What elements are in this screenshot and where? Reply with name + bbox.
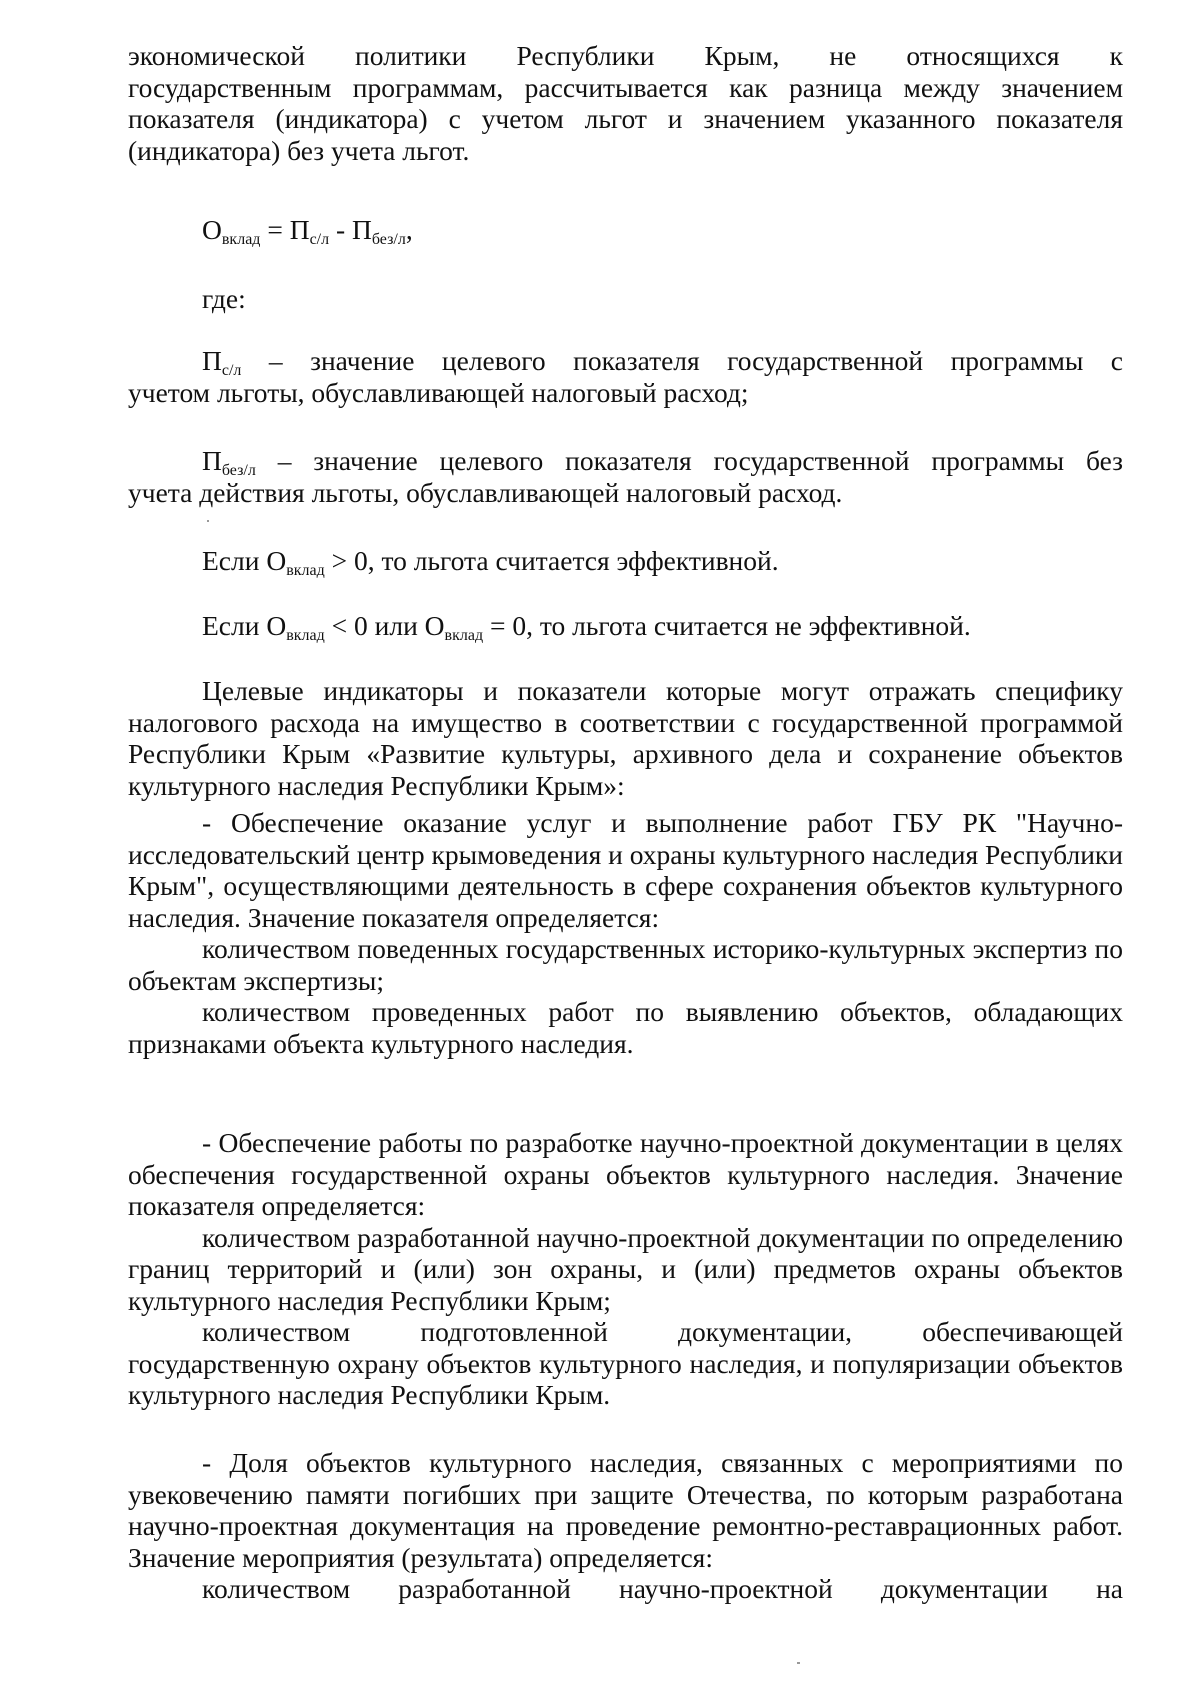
cond1-sub: вклад: [286, 562, 325, 579]
definition-2-line1: [128, 445, 1123, 477]
cond2-post: = 0, то льгота считается не эффективной.: [483, 610, 971, 641]
condition-effective: [202, 545, 779, 577]
def2-symbol-sub: без/л: [221, 462, 256, 479]
def1-text-line1: – значение целевого показателя государственной программы с: [241, 345, 1123, 376]
def1-symbol-sub: с/л: [221, 362, 242, 379]
formula-minus: - П: [329, 214, 372, 245]
cond1-post: > 0, то льгота считается эффективной.: [324, 545, 779, 576]
def2-text-line1: – значение целевого показателя государственной программы без: [255, 445, 1123, 476]
item-2-sub-1: количеством разработанной научно-проектной документации по определению границ территорий и (или) зон охраны, и (или) предметов охраны объектов культурного наследия Республики Крым;: [128, 1221, 1123, 1316]
formula-p1-sub: с/л: [309, 231, 330, 248]
definition-1-line2: учетом льготы, обуславливающей налоговый расход;: [128, 376, 749, 408]
def1-symbol: П: [202, 345, 222, 376]
item-3-text: - Доля объектов культурного наследия, связанных с мероприятиями по увековечению памяти погибших при защите Отечества, по которым разработана научно-проектная документация на проведение ремонтно-реставрационных работ. Значение мероприятия (результата) определяется:: [128, 1447, 1123, 1573]
definition-1-line1: [128, 345, 1123, 377]
formula-line: [202, 214, 413, 246]
scan-speck: [797, 1662, 800, 1664]
cond2-mid: < 0 или О: [324, 610, 445, 641]
formula-o-sub: вклад: [221, 231, 261, 248]
where-label: где:: [202, 283, 246, 314]
cond2-sub2: вклад: [444, 627, 484, 644]
def2-symbol: П: [202, 445, 222, 476]
cond1-pre: Если О: [202, 545, 287, 576]
cond2-pre: Если О: [202, 610, 287, 641]
item-3-sub-1: количеством разработанной научно-проектной документации на: [202, 1573, 1123, 1604]
formula-o: О: [202, 214, 222, 245]
condition-not-effective: [202, 610, 971, 642]
item-1-sub-1: количеством поведенных государственных историко-культурных экспертиз по объектам экспертизы;: [128, 933, 1123, 996]
formula-p2-sub: без/л: [371, 231, 406, 248]
cond2-sub1: вклад: [286, 627, 325, 644]
item-2-text: - Обеспечение работы по разработке научно-проектной документации в целях обеспечения государственной охраны объектов культурного наследия. Значение показателя определяется:: [128, 1127, 1123, 1221]
item-2-sub-2: количеством подготовленной документации, обеспечивающей государственную охрану объектов культурного наследия, и популяризации объектов культурного наследия Республики Крым.: [128, 1316, 1123, 1410]
intro-line1: экономической политики Республики Крым, не относящихся к: [128, 40, 1123, 71]
targets-paragraph: Целевые индикаторы и показатели которые могут отражать специфику налогового расхода на имущество в соответствии с государственной программой Республики Крым «Развитие культуры, архивного дела и сохранение объектов культурного наследия Республики Крым»:: [128, 675, 1123, 801]
intro-paragraph: государственным программам, рассчитывается как разница между значением показателя (индикатора) с учетом льгот и значением указанного показателя (индикатора) без учета льгот.: [128, 71, 1123, 166]
scan-speck: [207, 520, 209, 522]
item-1-text: - Обеспечение оказание услуг и выполнение работ ГБУ РК "Научно-исследовательский центр крымоведения и охраны культурного наследия Республики Крым", осуществляющими деятельность в сфере сохранения объектов культурного наследия. Значение показателя определяется:: [128, 807, 1123, 933]
definition-2-line2: учета действия льготы, обуславливающей налоговый расход.: [128, 476, 843, 508]
formula-eq: = П: [260, 214, 310, 245]
item-1-sub-2: количеством проведенных работ по выявлению объектов, обладающих признаками объекта культурного наследия.: [128, 996, 1123, 1059]
formula-end: ,: [405, 214, 413, 245]
